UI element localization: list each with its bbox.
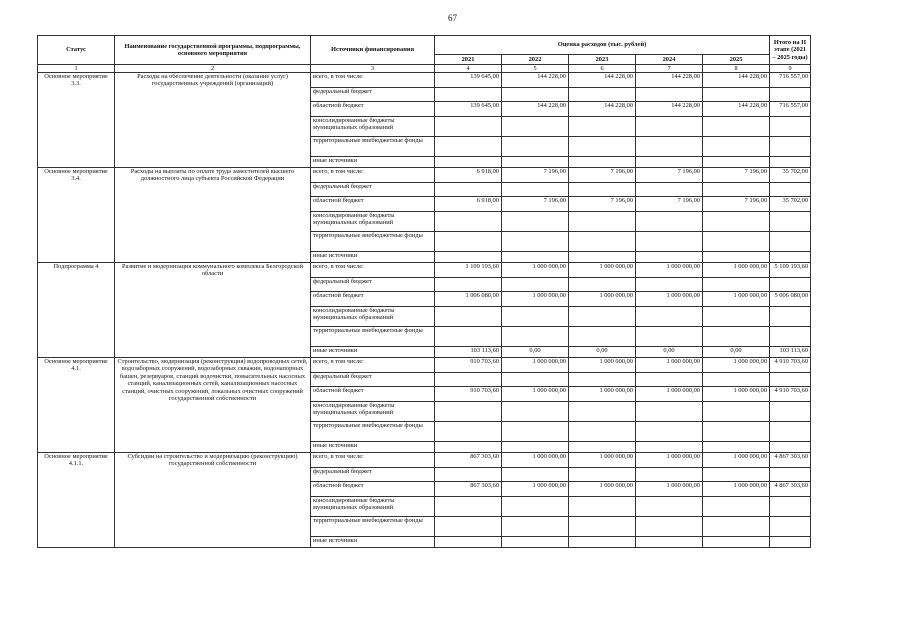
row-year-value bbox=[502, 212, 569, 232]
row-year-value: 103 113,60 bbox=[435, 347, 502, 358]
row-year-value: 1 000 000,00 bbox=[636, 453, 703, 468]
row-year-value bbox=[502, 88, 569, 102]
funding-source: областной бюджет bbox=[311, 292, 435, 307]
row-total-value bbox=[770, 373, 811, 387]
row-total-value: 4 867 303,60 bbox=[770, 482, 811, 497]
row-year-value bbox=[703, 402, 770, 422]
row-year-value: 7 196,00 bbox=[569, 168, 636, 183]
funding-source: федеральный бюджет bbox=[311, 88, 435, 102]
row-total-value: 4 910 703,60 bbox=[770, 387, 811, 402]
row-year-value bbox=[703, 183, 770, 197]
row-year-value bbox=[502, 137, 569, 157]
row-status: Подпрограмма 4 bbox=[38, 263, 115, 358]
row-year-value bbox=[703, 157, 770, 168]
row-total-value bbox=[770, 117, 811, 137]
header-year: 2025 bbox=[703, 55, 770, 65]
row-year-value bbox=[502, 327, 569, 347]
row-year-value: 1 000 000,00 bbox=[703, 482, 770, 497]
row-status: Основное мероприятие 4.1. bbox=[38, 358, 115, 453]
row-year-value bbox=[502, 402, 569, 422]
row-year-value bbox=[703, 307, 770, 327]
row-year-value bbox=[435, 252, 502, 263]
row-year-value bbox=[569, 517, 636, 537]
row-total-value bbox=[770, 422, 811, 442]
funding-source: иные источники bbox=[311, 157, 435, 168]
funding-source: всего, в том числе: bbox=[311, 358, 435, 373]
row-year-value bbox=[703, 117, 770, 137]
row-year-value bbox=[636, 137, 703, 157]
row-year-value bbox=[569, 278, 636, 292]
row-total-value bbox=[770, 442, 811, 453]
row-year-value: 1 000 000,00 bbox=[636, 292, 703, 307]
row-year-value bbox=[435, 373, 502, 387]
row-year-value: 144 228,00 bbox=[703, 102, 770, 117]
row-year-value bbox=[636, 117, 703, 137]
column-number: 3 bbox=[311, 65, 435, 73]
row-year-value bbox=[569, 327, 636, 347]
header-year: 2022 bbox=[502, 55, 569, 65]
column-number: 1 bbox=[38, 65, 115, 73]
row-year-value: 144 228,00 bbox=[502, 73, 569, 88]
header-status: Статус bbox=[38, 36, 115, 65]
row-year-value: 6 918,00 bbox=[435, 168, 502, 183]
row-year-value: 1 000 000,00 bbox=[502, 387, 569, 402]
row-year-value bbox=[569, 402, 636, 422]
row-year-value bbox=[636, 497, 703, 517]
row-year-value bbox=[435, 468, 502, 482]
row-year-value bbox=[636, 278, 703, 292]
row-year-value bbox=[435, 137, 502, 157]
row-year-value: 7 196,00 bbox=[703, 168, 770, 183]
row-year-value bbox=[703, 422, 770, 442]
row-year-value: 1 000 000,00 bbox=[703, 292, 770, 307]
row-year-value bbox=[636, 402, 703, 422]
row-year-value: 139 645,00 bbox=[435, 102, 502, 117]
row-year-value: 1 000 000,00 bbox=[569, 453, 636, 468]
row-year-value: 1 000 000,00 bbox=[569, 263, 636, 278]
column-number: 9 bbox=[770, 65, 811, 73]
row-total-value bbox=[770, 232, 811, 252]
row-year-value bbox=[703, 497, 770, 517]
row-year-value bbox=[435, 442, 502, 453]
row-year-value bbox=[703, 327, 770, 347]
funding-source: территориальные внебюджетные фонды bbox=[311, 327, 435, 347]
row-year-value: 7 196,00 bbox=[502, 197, 569, 212]
row-year-value bbox=[703, 88, 770, 102]
row-year-value bbox=[636, 157, 703, 168]
row-year-value bbox=[502, 468, 569, 482]
row-year-value bbox=[435, 183, 502, 197]
row-year-value: 1 006 080,00 bbox=[435, 292, 502, 307]
row-year-value bbox=[435, 422, 502, 442]
row-status: Основное мероприятие 4.1.1. bbox=[38, 453, 115, 548]
row-year-value bbox=[435, 497, 502, 517]
funding-source: иные источники bbox=[311, 442, 435, 453]
row-year-value: 1 000 000,00 bbox=[703, 453, 770, 468]
row-year-value bbox=[435, 307, 502, 327]
row-year-value bbox=[569, 183, 636, 197]
funding-source: федеральный бюджет bbox=[311, 373, 435, 387]
row-year-value bbox=[502, 117, 569, 137]
row-program-name: Строительство, модернизация (реконструкция) водопроводных сетей, водозаборных сооружений, водозаборных скважин, водонапорных башен, резервуаров, станций водочистки, повысительных насосных станций, канализационных сетей, канализационных насосных станций, очистных сооружений, локальных очистных сооружений государственной собственности bbox=[115, 358, 311, 453]
row-year-value bbox=[502, 183, 569, 197]
row-year-value bbox=[569, 497, 636, 517]
row-total-value bbox=[770, 252, 811, 263]
row-year-value bbox=[502, 157, 569, 168]
row-year-value bbox=[502, 373, 569, 387]
row-year-value bbox=[703, 517, 770, 537]
header-year: 2023 bbox=[569, 55, 636, 65]
table-row bbox=[38, 168, 811, 183]
row-year-value: 0,00 bbox=[703, 347, 770, 358]
column-number: 4 bbox=[435, 65, 502, 73]
row-year-value bbox=[435, 232, 502, 252]
row-year-value: 1 000 000,00 bbox=[502, 358, 569, 373]
column-number: 5 bbox=[502, 65, 569, 73]
row-year-value: 867 303,60 bbox=[435, 482, 502, 497]
row-total-value bbox=[770, 327, 811, 347]
row-year-value bbox=[703, 212, 770, 232]
row-year-value bbox=[569, 537, 636, 548]
row-program-name: Субсидии на строительство и модернизацию (реконструкцию) государственной собственности bbox=[115, 453, 311, 548]
row-year-value bbox=[636, 517, 703, 537]
row-year-value bbox=[569, 157, 636, 168]
row-year-value: 7 196,00 bbox=[636, 197, 703, 212]
row-program-name: Развитие и модернизация коммунального комплекса Белгородской области bbox=[115, 263, 311, 358]
funding-source: консолидированные бюджеты муниципальных образований bbox=[311, 117, 435, 137]
row-year-value: 1 000 000,00 bbox=[569, 358, 636, 373]
row-year-value: 867 303,60 bbox=[435, 453, 502, 468]
row-year-value bbox=[435, 517, 502, 537]
row-total-value: 35 702,00 bbox=[770, 168, 811, 183]
row-year-value bbox=[636, 537, 703, 548]
row-year-value: 0,00 bbox=[636, 347, 703, 358]
row-year-value: 0,00 bbox=[569, 347, 636, 358]
row-year-value bbox=[636, 88, 703, 102]
row-year-value bbox=[636, 442, 703, 453]
row-total-value: 716 557,00 bbox=[770, 102, 811, 117]
row-year-value: 1 109 193,60 bbox=[435, 263, 502, 278]
funding-source: областной бюджет bbox=[311, 482, 435, 497]
row-year-value: 144 228,00 bbox=[703, 73, 770, 88]
row-year-value bbox=[502, 232, 569, 252]
row-year-value bbox=[435, 117, 502, 137]
table-row bbox=[38, 73, 811, 88]
page-number: 67 bbox=[448, 13, 457, 23]
row-year-value: 139 645,00 bbox=[435, 73, 502, 88]
row-year-value: 1 000 000,00 bbox=[703, 358, 770, 373]
row-year-value: 1 000 000,00 bbox=[569, 292, 636, 307]
funding-source: иные источники bbox=[311, 252, 435, 263]
row-year-value bbox=[435, 327, 502, 347]
row-year-value: 910 703,60 bbox=[435, 387, 502, 402]
column-number: 8 bbox=[703, 65, 770, 73]
header-estimate: Оценка расходов (тыс. рублей) bbox=[435, 36, 770, 55]
row-year-value: 1 000 000,00 bbox=[569, 482, 636, 497]
funding-source: всего, в том числе: bbox=[311, 263, 435, 278]
row-year-value bbox=[703, 468, 770, 482]
row-year-value: 1 000 000,00 bbox=[636, 358, 703, 373]
row-year-value: 1 000 000,00 bbox=[502, 263, 569, 278]
row-year-value bbox=[636, 307, 703, 327]
row-total-value bbox=[770, 212, 811, 232]
row-total-value: 5 006 080,00 bbox=[770, 292, 811, 307]
row-year-value bbox=[703, 137, 770, 157]
row-year-value: 7 196,00 bbox=[636, 168, 703, 183]
row-year-value: 1 000 000,00 bbox=[502, 292, 569, 307]
row-year-value bbox=[703, 373, 770, 387]
column-number: 6 bbox=[569, 65, 636, 73]
row-total-value bbox=[770, 183, 811, 197]
column-number: 7 bbox=[636, 65, 703, 73]
funding-source: территориальные внебюджетные фонды bbox=[311, 517, 435, 537]
row-status: Основное мероприятие 3.3. bbox=[38, 73, 115, 168]
row-year-value bbox=[502, 497, 569, 517]
row-year-value bbox=[703, 278, 770, 292]
row-year-value bbox=[502, 422, 569, 442]
row-year-value: 7 196,00 bbox=[569, 197, 636, 212]
row-year-value bbox=[569, 373, 636, 387]
row-year-value bbox=[569, 88, 636, 102]
row-year-value bbox=[502, 278, 569, 292]
row-year-value: 7 196,00 bbox=[703, 197, 770, 212]
row-year-value: 144 228,00 bbox=[636, 102, 703, 117]
budget-table bbox=[37, 35, 811, 548]
row-total-value bbox=[770, 307, 811, 327]
row-year-value bbox=[636, 212, 703, 232]
row-total-value: 5 109 193,60 bbox=[770, 263, 811, 278]
row-year-value bbox=[703, 442, 770, 453]
row-total-value bbox=[770, 537, 811, 548]
funding-source: территориальные внебюджетные фонды bbox=[311, 232, 435, 252]
row-year-value: 144 228,00 bbox=[569, 73, 636, 88]
funding-source: территориальные внебюджетные фонды bbox=[311, 422, 435, 442]
row-year-value: 0,00 bbox=[502, 347, 569, 358]
row-year-value bbox=[435, 157, 502, 168]
row-year-value bbox=[569, 212, 636, 232]
row-year-value: 6 918,00 bbox=[435, 197, 502, 212]
row-year-value bbox=[636, 183, 703, 197]
funding-source: консолидированные бюджеты муниципальных образований bbox=[311, 497, 435, 517]
funding-source: областной бюджет bbox=[311, 387, 435, 402]
funding-source: иные источники bbox=[311, 347, 435, 358]
row-year-value bbox=[502, 442, 569, 453]
row-year-value bbox=[703, 537, 770, 548]
table-row bbox=[38, 453, 811, 468]
row-year-value: 1 000 000,00 bbox=[502, 453, 569, 468]
row-status: Основное мероприятие 3.4. bbox=[38, 168, 115, 263]
row-total-value bbox=[770, 517, 811, 537]
column-number: 2 bbox=[115, 65, 311, 73]
row-year-value bbox=[435, 88, 502, 102]
funding-source: иные источники bbox=[311, 537, 435, 548]
row-year-value bbox=[502, 252, 569, 263]
row-year-value bbox=[703, 252, 770, 263]
row-year-value bbox=[636, 468, 703, 482]
row-year-value: 144 228,00 bbox=[569, 102, 636, 117]
row-year-value bbox=[636, 232, 703, 252]
row-year-value: 1 000 000,00 bbox=[636, 263, 703, 278]
row-year-value: 144 228,00 bbox=[502, 102, 569, 117]
funding-source: консолидированные бюджеты муниципальных образований bbox=[311, 212, 435, 232]
row-year-value bbox=[569, 442, 636, 453]
row-program-name: Расходы на обеспечение деятельности (оказание услуг) государственных учреждений (организаций) bbox=[115, 73, 311, 168]
row-year-value: 7 196,00 bbox=[502, 168, 569, 183]
row-year-value: 1 000 000,00 bbox=[636, 387, 703, 402]
funding-source: федеральный бюджет bbox=[311, 278, 435, 292]
row-total-value: 4 910 703,60 bbox=[770, 358, 811, 373]
row-year-value: 1 000 000,00 bbox=[703, 263, 770, 278]
row-program-name: Расходы на выплаты по оплате труда заместителей высшего должностного лица субъекта Российской Федерации bbox=[115, 168, 311, 263]
row-total-value: 716 557,00 bbox=[770, 73, 811, 88]
row-year-value bbox=[502, 537, 569, 548]
row-year-value bbox=[569, 422, 636, 442]
header-year: 2021 bbox=[435, 55, 502, 65]
funding-source: всего, в том числе: bbox=[311, 453, 435, 468]
table-row bbox=[38, 263, 811, 278]
funding-source: территориальные внебюджетные фонды bbox=[311, 137, 435, 157]
row-total-value: 4 867 303,60 bbox=[770, 453, 811, 468]
funding-source: областной бюджет bbox=[311, 197, 435, 212]
header-program: Наименование государственной программы, подпрограммы, основного мероприятия bbox=[115, 36, 311, 65]
row-total-value bbox=[770, 402, 811, 422]
table-row bbox=[38, 358, 811, 373]
row-year-value bbox=[569, 252, 636, 263]
row-year-value bbox=[502, 307, 569, 327]
row-total-value bbox=[770, 468, 811, 482]
row-year-value bbox=[502, 517, 569, 537]
row-year-value: 1 000 000,00 bbox=[703, 387, 770, 402]
row-year-value bbox=[569, 468, 636, 482]
row-year-value: 910 703,60 bbox=[435, 358, 502, 373]
row-year-value bbox=[435, 402, 502, 422]
row-total-value bbox=[770, 157, 811, 168]
row-total-value bbox=[770, 497, 811, 517]
row-total-value: 35 702,00 bbox=[770, 197, 811, 212]
row-year-value bbox=[703, 232, 770, 252]
row-year-value bbox=[435, 537, 502, 548]
row-total-value bbox=[770, 137, 811, 157]
row-total-value bbox=[770, 278, 811, 292]
funding-source: федеральный бюджет bbox=[311, 468, 435, 482]
row-year-value bbox=[435, 212, 502, 232]
funding-source: консолидированные бюджеты муниципальных образований bbox=[311, 402, 435, 422]
row-year-value bbox=[569, 307, 636, 327]
row-year-value bbox=[636, 252, 703, 263]
funding-source: федеральный бюджет bbox=[311, 183, 435, 197]
funding-source: областной бюджет bbox=[311, 102, 435, 117]
row-year-value bbox=[636, 373, 703, 387]
row-year-value bbox=[435, 278, 502, 292]
header-sources: Источники финансирования bbox=[311, 36, 435, 65]
row-year-value: 1 000 000,00 bbox=[502, 482, 569, 497]
row-year-value: 1 000 000,00 bbox=[636, 482, 703, 497]
row-year-value bbox=[636, 327, 703, 347]
row-year-value bbox=[569, 137, 636, 157]
row-year-value bbox=[569, 232, 636, 252]
header-total: Итого на II этапе (2021 – 2025 годы) bbox=[770, 36, 811, 65]
row-year-value: 144 228,00 bbox=[636, 73, 703, 88]
row-total-value: 103 113,60 bbox=[770, 347, 811, 358]
funding-source: всего, в том числе: bbox=[311, 168, 435, 183]
funding-source: консолидированные бюджеты муниципальных образований bbox=[311, 307, 435, 327]
row-total-value bbox=[770, 88, 811, 102]
funding-source: всего, в том числе: bbox=[311, 73, 435, 88]
row-year-value bbox=[636, 422, 703, 442]
row-year-value: 1 000 000,00 bbox=[569, 387, 636, 402]
row-year-value bbox=[569, 117, 636, 137]
header-year: 2024 bbox=[636, 55, 703, 65]
